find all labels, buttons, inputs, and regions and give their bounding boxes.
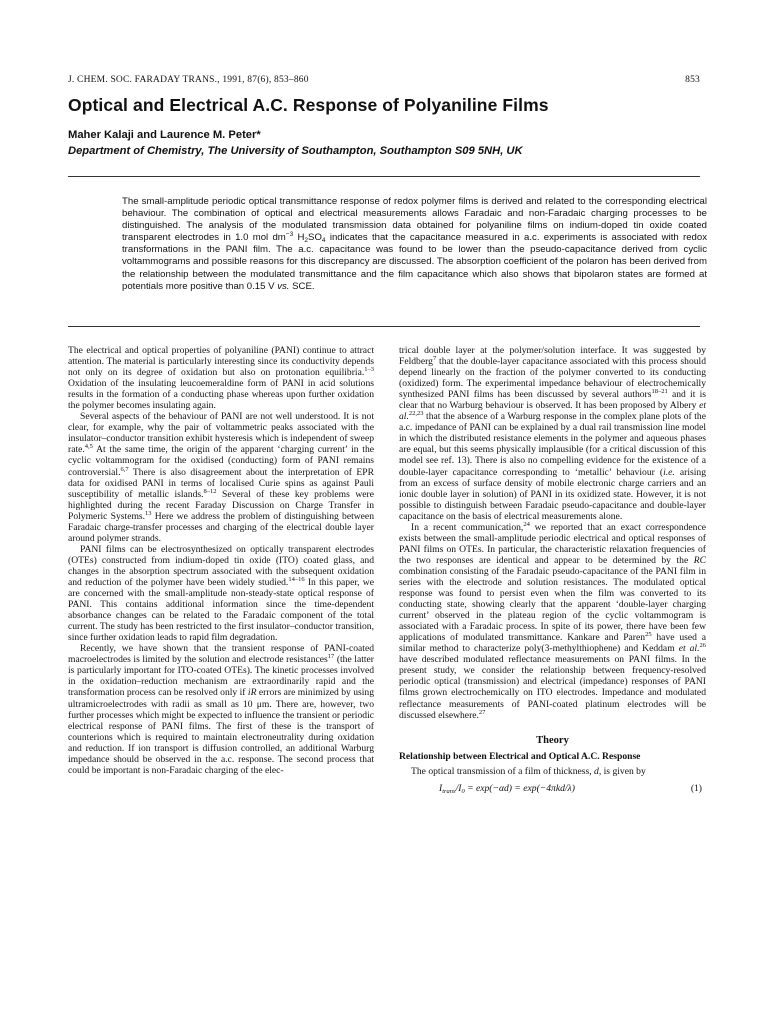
paragraph: In a recent communication,$^{24}$ we reported that an exact correspondence exists between the small-amplitude periodic electrical and optical responses of PANI films on OTEs. In particular, the characteristic relaxation frequencies of the two responses are identical and appear to be determined by the RC combination consisting of the Faradaic pseudo-capacitance of the PANI film in series with the electrode and solution resistances. The modulated optical response was found to persist even when the film was converted to its conducting state, showing clearly that the apparent ‘double-layer charging current’ observed in the plateau region of the cyclic voltammogram is associated with a Faradaic process. In spite of its power, there have been few applications of modulated transmittance. Kankare and Paren$^{25}$ have used a similar method to characterize poly(3-methylthiophene) and Keddam et al.$^{26}$ have described modulated reflectance measurements on PANI films. In the present study, we consider the relationship between frequency-resolved periodic optical (transmission) and electrical (impedance) responses of PANI films grown electrochemically on ITO electrodes. Impedance and modulated reflectance measurements of PANI-coated platinum electrodes will be discussed elsewhere.$^{27}$ [399, 520, 707, 721]
paragraph: Recently, we have shown that the transient response of PANI-coated macroelectrodes is limited by the solution and electrode resistances$^{17}$ (the latter is particularly important for ITO-coated OTEs). The kinetic processes involved in the oxidation–reduction mechanism are extraordinarily rapid and the transformation process can be resolved only if iR errors are minimized by using ultramicroelectrodes with radii as small as 10 μm. There are, however, two further processes which might be expected to influence the transient or periodic electrical response of PANI films. The first of these is the transport of counterions which is required to maintain electroneutrality during oxidation and reduction. If ion transport is diffusion controlled, an additional Warburg impedance should be observed in the a.c. response. The second process that could be important is non-Faradaic charging of the elec- [68, 643, 375, 776]
running-header [68, 75, 700, 85]
top-divider [68, 176, 700, 177]
article-title: Optical and Electrical A.C. Response of Polyaniline Films [68, 95, 549, 115]
equation-1 [399, 783, 706, 797]
author-list: Maher Kalaji and Laurence M. Peter* [68, 129, 261, 141]
paragraph: Several aspects of the behaviour of PANI are not well understood. It is not clear, for example, why the pair of voltammetric peaks associated with the insulator–conductor transition exhibit hysteresis which is independent of sweep rate.$^{4,5}$ At the same time, the origin of the apparent ‘charging current’ in the cyclic voltammogram for the oxidised (conducting) form of PANI remains controversial.$^{6,7}$ There is also disagreement about the interpretation of EPR data for oxidised PANI in terms of localised Curie spins as against Pauli susceptibility of metallic islands.$^{8-12}$ Several of these key problems were highlighted during the recent Faraday Discussion on Charge Transfer in Polymeric Systems.$^{13}$ Here we address the problem of distinguishing between Faradaic charge-transfer processes and charging of the electrical double layer around polymer strands. [68, 411, 374, 544]
author-affiliation: Department of Chemistry, The University of Southampton, Southampton S09 5NH, UK [68, 145, 523, 157]
abstract-text: The small-amplitude periodic optical transmittance response of redox polymer films is derived and related to the corresponding electrical behaviour. The combination of optical and electrical measurements allows Faradaic and non-Faradaic charging processes to be distinguished. The analysis of the modulated transmission data obtained for polyaniline films on indium-doped tin oxide coated transparent electrodes in 1.0 mol $dm^{-3}$ $H_2SO_4$ indicates that the capacitance measured in a.c. experiments is associated with redox transformations in the PANI film. The a.c. capacitance was found to be lower than the pseudo-capacitance derived from cyclic voltammograms and possible reasons for this discrepancy are discussed. The absorption coefficient of the polaron has been derived from the relationship between the modulated transmittance and the film capacitance which also shows that bipolaron states are formed at potentials more positive than 0.15 V vs. SCE. [122, 196, 708, 292]
paragraph: The optical transmission of a film of thickness, d, is given by [411, 765, 646, 777]
equation-number: (1) [690, 782, 702, 794]
journal-citation: J. CHEM. SOC. FARADAY TRANS., 1991, 87(6), 853–860 [68, 75, 309, 85]
left-column [68, 345, 374, 776]
equation-body: $I_{trans}/I_0 = \exp(-\alpha d) = \exp(-4\pi kd/\lambda)$ [439, 782, 575, 795]
paragraph: trical double layer at the polymer/solution interface. It was suggested by Feldberg$^7$ that the double-layer capacitance associated with this process should depend linearly on the fraction of the polymer converted to its conducting (oxidized) form. The experimental impedance behaviour of electrochemically synthesized PANI films has been discussed by several authors$^{18-21}$ and it is clear that no Warburg behaviour is observed. It has been proposed by Albery et al.$^{22,23}$ that the absence of a Warburg response in the complex plane plots of the a.c. impedance of PANI can be explained by a dual rail transmission line model in which the distributed resistance elements in the polymer and aqueous phases are equal, but this seems physically implausible (for a critical discussion of this model see ref. 13). There is also no compelling evidence for the existence of a double-layer capacitance corresponding to ‘metallic’ behaviour (i.e. arising from an excess of surface density of mobile electronic charge carriers and an ionic double layer in solution) of PANI in its oxidized state. However, it is not possible to distinguish between Faradaic pseudo-capacitance and double-layer capacitance on the basis of electrical measurements alone. [399, 345, 706, 522]
right-column [399, 345, 706, 797]
paragraph: PANI films can be electrosynthesized on optically transparent electrodes (OTEs) constructed from indium-doped tin oxide (ITO) coated glass, and changes in the absorption spectrum associated with the subsequent oxidation and reduction of the polymer have been widely studied.$^{14-16}$ In this paper, we are concerned with the small-amplitude non-steady-state optical response of PANI. This contains additional information since the time-dependent absorbance changes can be related to the Faradaic component of the total current. The study has been restricted to the first insulator–conductor transition, since further oxidation leads to rapid film degradation. [68, 543, 374, 644]
abstract [122, 196, 707, 293]
abstract-divider [68, 326, 700, 327]
subsection-heading: Relationship between Electrical and Optical A.C. Response [399, 750, 641, 762]
section-heading-theory: Theory [536, 734, 569, 746]
paragraph: The electrical and optical properties of polyaniline (PANI) continue to attract attention. The material is particularly interesting since its conductivity depends not only on its degree of oxidation but also on protonation equilibria.$^{1-3}$ Oxidation of the insulating leucoemeraldine form of PANI in acid solutions results in the formation of a conducting phase whereas upon further oxidation the polymer becomes insulating again. [68, 345, 374, 412]
page-number: 853 [685, 75, 700, 85]
